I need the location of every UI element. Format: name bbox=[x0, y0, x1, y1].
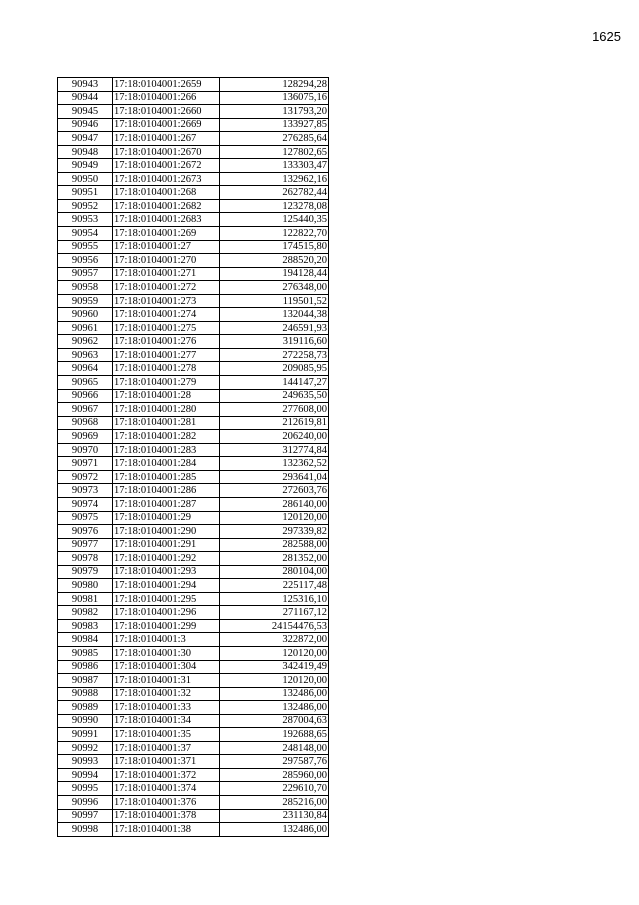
table-row bbox=[58, 755, 329, 769]
table-row bbox=[58, 186, 329, 200]
row-number-cell: 90993 bbox=[58, 755, 113, 769]
table-row bbox=[58, 416, 329, 430]
cadastral-number-cell: 17:18:0104001:295 bbox=[113, 592, 220, 606]
row-number-cell: 90952 bbox=[58, 199, 113, 213]
table-row bbox=[58, 348, 329, 362]
row-number-cell: 90974 bbox=[58, 497, 113, 511]
table-row bbox=[58, 199, 329, 213]
table-row bbox=[58, 809, 329, 823]
table-row bbox=[58, 443, 329, 457]
value-cell: 281352,00 bbox=[220, 552, 329, 566]
value-cell: 249635,50 bbox=[220, 389, 329, 403]
row-number-cell: 90960 bbox=[58, 308, 113, 322]
table-row bbox=[58, 592, 329, 606]
value-cell: 132962,16 bbox=[220, 172, 329, 186]
table-row bbox=[58, 457, 329, 471]
row-number-cell: 90989 bbox=[58, 701, 113, 715]
table-row bbox=[58, 132, 329, 146]
value-cell: 128294,28 bbox=[220, 78, 329, 92]
table-row bbox=[58, 389, 329, 403]
value-cell: 132486,00 bbox=[220, 823, 329, 837]
row-number-cell: 90970 bbox=[58, 443, 113, 457]
row-number-cell: 90966 bbox=[58, 389, 113, 403]
cadastral-number-cell: 17:18:0104001:268 bbox=[113, 186, 220, 200]
value-cell: 119501,52 bbox=[220, 294, 329, 308]
value-cell: 120120,00 bbox=[220, 674, 329, 688]
cadastral-number-cell: 17:18:0104001:35 bbox=[113, 728, 220, 742]
value-cell: 285960,00 bbox=[220, 768, 329, 782]
cadastral-number-cell: 17:18:0104001:2673 bbox=[113, 172, 220, 186]
row-number-cell: 90967 bbox=[58, 403, 113, 417]
row-number-cell: 90950 bbox=[58, 172, 113, 186]
table-row bbox=[58, 254, 329, 268]
value-cell: 192688,65 bbox=[220, 728, 329, 742]
row-number-cell: 90983 bbox=[58, 619, 113, 633]
cadastral-number-cell: 17:18:0104001:283 bbox=[113, 443, 220, 457]
table-row bbox=[58, 362, 329, 376]
table-row bbox=[58, 552, 329, 566]
table-row bbox=[58, 118, 329, 132]
table-row bbox=[58, 294, 329, 308]
value-cell: 133927,85 bbox=[220, 118, 329, 132]
value-cell: 286140,00 bbox=[220, 497, 329, 511]
row-number-cell: 90968 bbox=[58, 416, 113, 430]
row-number-cell: 90972 bbox=[58, 470, 113, 484]
cadastral-number-cell: 17:18:0104001:271 bbox=[113, 267, 220, 281]
table-row bbox=[58, 484, 329, 498]
row-number-cell: 90961 bbox=[58, 321, 113, 335]
value-cell: 24154476,53 bbox=[220, 619, 329, 633]
data-table bbox=[57, 77, 329, 837]
row-number-cell: 90953 bbox=[58, 213, 113, 227]
table-row bbox=[58, 267, 329, 281]
value-cell: 120120,00 bbox=[220, 646, 329, 660]
cadastral-number-cell: 17:18:0104001:272 bbox=[113, 281, 220, 295]
row-number-cell: 90997 bbox=[58, 809, 113, 823]
table-row bbox=[58, 403, 329, 417]
value-cell: 272258,73 bbox=[220, 348, 329, 362]
table-row bbox=[58, 91, 329, 105]
table-row bbox=[58, 308, 329, 322]
cadastral-number-cell: 17:18:0104001:299 bbox=[113, 619, 220, 633]
row-number-cell: 90948 bbox=[58, 145, 113, 159]
cadastral-number-cell: 17:18:0104001:269 bbox=[113, 227, 220, 241]
row-number-cell: 90949 bbox=[58, 159, 113, 173]
row-number-cell: 90995 bbox=[58, 782, 113, 796]
table-row bbox=[58, 823, 329, 837]
row-number-cell: 90946 bbox=[58, 118, 113, 132]
value-cell: 225117,48 bbox=[220, 579, 329, 593]
row-number-cell: 90964 bbox=[58, 362, 113, 376]
value-cell: 122822,70 bbox=[220, 227, 329, 241]
cadastral-number-cell: 17:18:0104001:286 bbox=[113, 484, 220, 498]
cadastral-number-cell: 17:18:0104001:2670 bbox=[113, 145, 220, 159]
value-cell: 276285,64 bbox=[220, 132, 329, 146]
value-cell: 248148,00 bbox=[220, 741, 329, 755]
row-number-cell: 90982 bbox=[58, 606, 113, 620]
row-number-cell: 90969 bbox=[58, 430, 113, 444]
cadastral-number-cell: 17:18:0104001:2682 bbox=[113, 199, 220, 213]
value-cell: 282588,00 bbox=[220, 538, 329, 552]
cadastral-number-cell: 17:18:0104001:371 bbox=[113, 755, 220, 769]
table-row bbox=[58, 579, 329, 593]
row-number-cell: 90976 bbox=[58, 525, 113, 539]
cadastral-number-cell: 17:18:0104001:274 bbox=[113, 308, 220, 322]
value-cell: 125440,35 bbox=[220, 213, 329, 227]
row-number-cell: 90963 bbox=[58, 348, 113, 362]
value-cell: 125316,10 bbox=[220, 592, 329, 606]
cadastral-number-cell: 17:18:0104001:29 bbox=[113, 511, 220, 525]
value-cell: 174515,80 bbox=[220, 240, 329, 254]
cadastral-number-cell: 17:18:0104001:270 bbox=[113, 254, 220, 268]
cadastral-number-cell: 17:18:0104001:292 bbox=[113, 552, 220, 566]
cadastral-number-cell: 17:18:0104001:267 bbox=[113, 132, 220, 146]
row-number-cell: 90971 bbox=[58, 457, 113, 471]
cadastral-number-cell: 17:18:0104001:285 bbox=[113, 470, 220, 484]
table-row bbox=[58, 619, 329, 633]
value-cell: 277608,00 bbox=[220, 403, 329, 417]
row-number-cell: 90956 bbox=[58, 254, 113, 268]
row-number-cell: 90979 bbox=[58, 565, 113, 579]
table-row bbox=[58, 321, 329, 335]
cadastral-number-cell: 17:18:0104001:3 bbox=[113, 633, 220, 647]
table-row bbox=[58, 159, 329, 173]
row-number-cell: 90992 bbox=[58, 741, 113, 755]
cadastral-number-cell: 17:18:0104001:281 bbox=[113, 416, 220, 430]
cadastral-number-cell: 17:18:0104001:275 bbox=[113, 321, 220, 335]
row-number-cell: 90986 bbox=[58, 660, 113, 674]
page-number: 1625 bbox=[592, 29, 621, 44]
row-number-cell: 90991 bbox=[58, 728, 113, 742]
value-cell: 271167,12 bbox=[220, 606, 329, 620]
cadastral-number-cell: 17:18:0104001:2672 bbox=[113, 159, 220, 173]
row-number-cell: 90973 bbox=[58, 484, 113, 498]
cadastral-number-cell: 17:18:0104001:27 bbox=[113, 240, 220, 254]
row-number-cell: 90945 bbox=[58, 105, 113, 119]
row-number-cell: 90978 bbox=[58, 552, 113, 566]
cadastral-number-cell: 17:18:0104001:2660 bbox=[113, 105, 220, 119]
row-number-cell: 90977 bbox=[58, 538, 113, 552]
cadastral-number-cell: 17:18:0104001:293 bbox=[113, 565, 220, 579]
row-number-cell: 90987 bbox=[58, 674, 113, 688]
value-cell: 342419,49 bbox=[220, 660, 329, 674]
cadastral-number-cell: 17:18:0104001:287 bbox=[113, 497, 220, 511]
row-number-cell: 90994 bbox=[58, 768, 113, 782]
cadastral-number-cell: 17:18:0104001:38 bbox=[113, 823, 220, 837]
table-row bbox=[58, 172, 329, 186]
value-cell: 212619,81 bbox=[220, 416, 329, 430]
value-cell: 297587,76 bbox=[220, 755, 329, 769]
row-number-cell: 90985 bbox=[58, 646, 113, 660]
cadastral-number-cell: 17:18:0104001:266 bbox=[113, 91, 220, 105]
table-row bbox=[58, 782, 329, 796]
row-number-cell: 90943 bbox=[58, 78, 113, 92]
value-cell: 144147,27 bbox=[220, 376, 329, 390]
value-cell: 319116,60 bbox=[220, 335, 329, 349]
value-cell: 229610,70 bbox=[220, 782, 329, 796]
value-cell: 206240,00 bbox=[220, 430, 329, 444]
value-cell: 285216,00 bbox=[220, 795, 329, 809]
cadastral-number-cell: 17:18:0104001:372 bbox=[113, 768, 220, 782]
table-row bbox=[58, 538, 329, 552]
value-cell: 132486,00 bbox=[220, 687, 329, 701]
cadastral-number-cell: 17:18:0104001:34 bbox=[113, 714, 220, 728]
cadastral-number-cell: 17:18:0104001:2683 bbox=[113, 213, 220, 227]
value-cell: 132044,38 bbox=[220, 308, 329, 322]
value-cell: 280104,00 bbox=[220, 565, 329, 579]
cadastral-number-cell: 17:18:0104001:376 bbox=[113, 795, 220, 809]
value-cell: 312774,84 bbox=[220, 443, 329, 457]
cadastral-number-cell: 17:18:0104001:279 bbox=[113, 376, 220, 390]
row-number-cell: 90954 bbox=[58, 227, 113, 241]
value-cell: 272603,76 bbox=[220, 484, 329, 498]
table-row bbox=[58, 376, 329, 390]
table-row bbox=[58, 335, 329, 349]
row-number-cell: 90962 bbox=[58, 335, 113, 349]
table-row bbox=[58, 470, 329, 484]
cadastral-number-cell: 17:18:0104001:304 bbox=[113, 660, 220, 674]
cadastral-number-cell: 17:18:0104001:31 bbox=[113, 674, 220, 688]
value-cell: 246591,93 bbox=[220, 321, 329, 335]
cadastral-number-cell: 17:18:0104001:291 bbox=[113, 538, 220, 552]
row-number-cell: 90955 bbox=[58, 240, 113, 254]
table-row bbox=[58, 281, 329, 295]
cadastral-number-cell: 17:18:0104001:280 bbox=[113, 403, 220, 417]
table-row bbox=[58, 430, 329, 444]
row-number-cell: 90996 bbox=[58, 795, 113, 809]
table-row bbox=[58, 646, 329, 660]
table-row bbox=[58, 728, 329, 742]
table-row bbox=[58, 78, 329, 92]
value-cell: 276348,00 bbox=[220, 281, 329, 295]
cadastral-number-cell: 17:18:0104001:33 bbox=[113, 701, 220, 715]
row-number-cell: 90947 bbox=[58, 132, 113, 146]
table-row bbox=[58, 565, 329, 579]
row-number-cell: 90984 bbox=[58, 633, 113, 647]
cadastral-number-cell: 17:18:0104001:2659 bbox=[113, 78, 220, 92]
value-cell: 136075,16 bbox=[220, 91, 329, 105]
table-row bbox=[58, 606, 329, 620]
table-row bbox=[58, 660, 329, 674]
cadastral-number-cell: 17:18:0104001:273 bbox=[113, 294, 220, 308]
table-row bbox=[58, 227, 329, 241]
cadastral-number-cell: 17:18:0104001:374 bbox=[113, 782, 220, 796]
value-cell: 123278,08 bbox=[220, 199, 329, 213]
value-cell: 287004,63 bbox=[220, 714, 329, 728]
value-cell: 322872,00 bbox=[220, 633, 329, 647]
row-number-cell: 90965 bbox=[58, 376, 113, 390]
cadastral-number-cell: 17:18:0104001:282 bbox=[113, 430, 220, 444]
cadastral-number-cell: 17:18:0104001:30 bbox=[113, 646, 220, 660]
cadastral-number-cell: 17:18:0104001:37 bbox=[113, 741, 220, 755]
cadastral-number-cell: 17:18:0104001:28 bbox=[113, 389, 220, 403]
table-row bbox=[58, 714, 329, 728]
value-cell: 262782,44 bbox=[220, 186, 329, 200]
cadastral-number-cell: 17:18:0104001:296 bbox=[113, 606, 220, 620]
value-cell: 194128,44 bbox=[220, 267, 329, 281]
value-cell: 209085,95 bbox=[220, 362, 329, 376]
table-body bbox=[58, 78, 329, 837]
value-cell: 127802,65 bbox=[220, 145, 329, 159]
row-number-cell: 90980 bbox=[58, 579, 113, 593]
table-row bbox=[58, 105, 329, 119]
value-cell: 133303,47 bbox=[220, 159, 329, 173]
row-number-cell: 90981 bbox=[58, 592, 113, 606]
cadastral-number-cell: 17:18:0104001:278 bbox=[113, 362, 220, 376]
table-row bbox=[58, 701, 329, 715]
cadastral-number-cell: 17:18:0104001:284 bbox=[113, 457, 220, 471]
table-row bbox=[58, 687, 329, 701]
table-row bbox=[58, 145, 329, 159]
row-number-cell: 90998 bbox=[58, 823, 113, 837]
table-row bbox=[58, 633, 329, 647]
cadastral-number-cell: 17:18:0104001:32 bbox=[113, 687, 220, 701]
value-cell: 120120,00 bbox=[220, 511, 329, 525]
table-row bbox=[58, 795, 329, 809]
cadastral-number-cell: 17:18:0104001:294 bbox=[113, 579, 220, 593]
cadastral-number-cell: 17:18:0104001:2669 bbox=[113, 118, 220, 132]
value-cell: 131793,20 bbox=[220, 105, 329, 119]
table-row bbox=[58, 741, 329, 755]
value-cell: 231130,84 bbox=[220, 809, 329, 823]
value-cell: 132362,52 bbox=[220, 457, 329, 471]
table-row bbox=[58, 240, 329, 254]
cadastral-number-cell: 17:18:0104001:290 bbox=[113, 525, 220, 539]
cadastral-number-cell: 17:18:0104001:378 bbox=[113, 809, 220, 823]
row-number-cell: 90959 bbox=[58, 294, 113, 308]
table-row bbox=[58, 525, 329, 539]
row-number-cell: 90988 bbox=[58, 687, 113, 701]
cadastral-number-cell: 17:18:0104001:277 bbox=[113, 348, 220, 362]
table-row bbox=[58, 511, 329, 525]
row-number-cell: 90951 bbox=[58, 186, 113, 200]
row-number-cell: 90957 bbox=[58, 267, 113, 281]
value-cell: 288520,20 bbox=[220, 254, 329, 268]
cadastral-number-cell: 17:18:0104001:276 bbox=[113, 335, 220, 349]
value-cell: 293641,04 bbox=[220, 470, 329, 484]
table-row bbox=[58, 497, 329, 511]
row-number-cell: 90958 bbox=[58, 281, 113, 295]
value-cell: 297339,82 bbox=[220, 525, 329, 539]
row-number-cell: 90975 bbox=[58, 511, 113, 525]
row-number-cell: 90944 bbox=[58, 91, 113, 105]
row-number-cell: 90990 bbox=[58, 714, 113, 728]
table-row bbox=[58, 768, 329, 782]
table-row bbox=[58, 674, 329, 688]
value-cell: 132486,00 bbox=[220, 701, 329, 715]
table-row bbox=[58, 213, 329, 227]
